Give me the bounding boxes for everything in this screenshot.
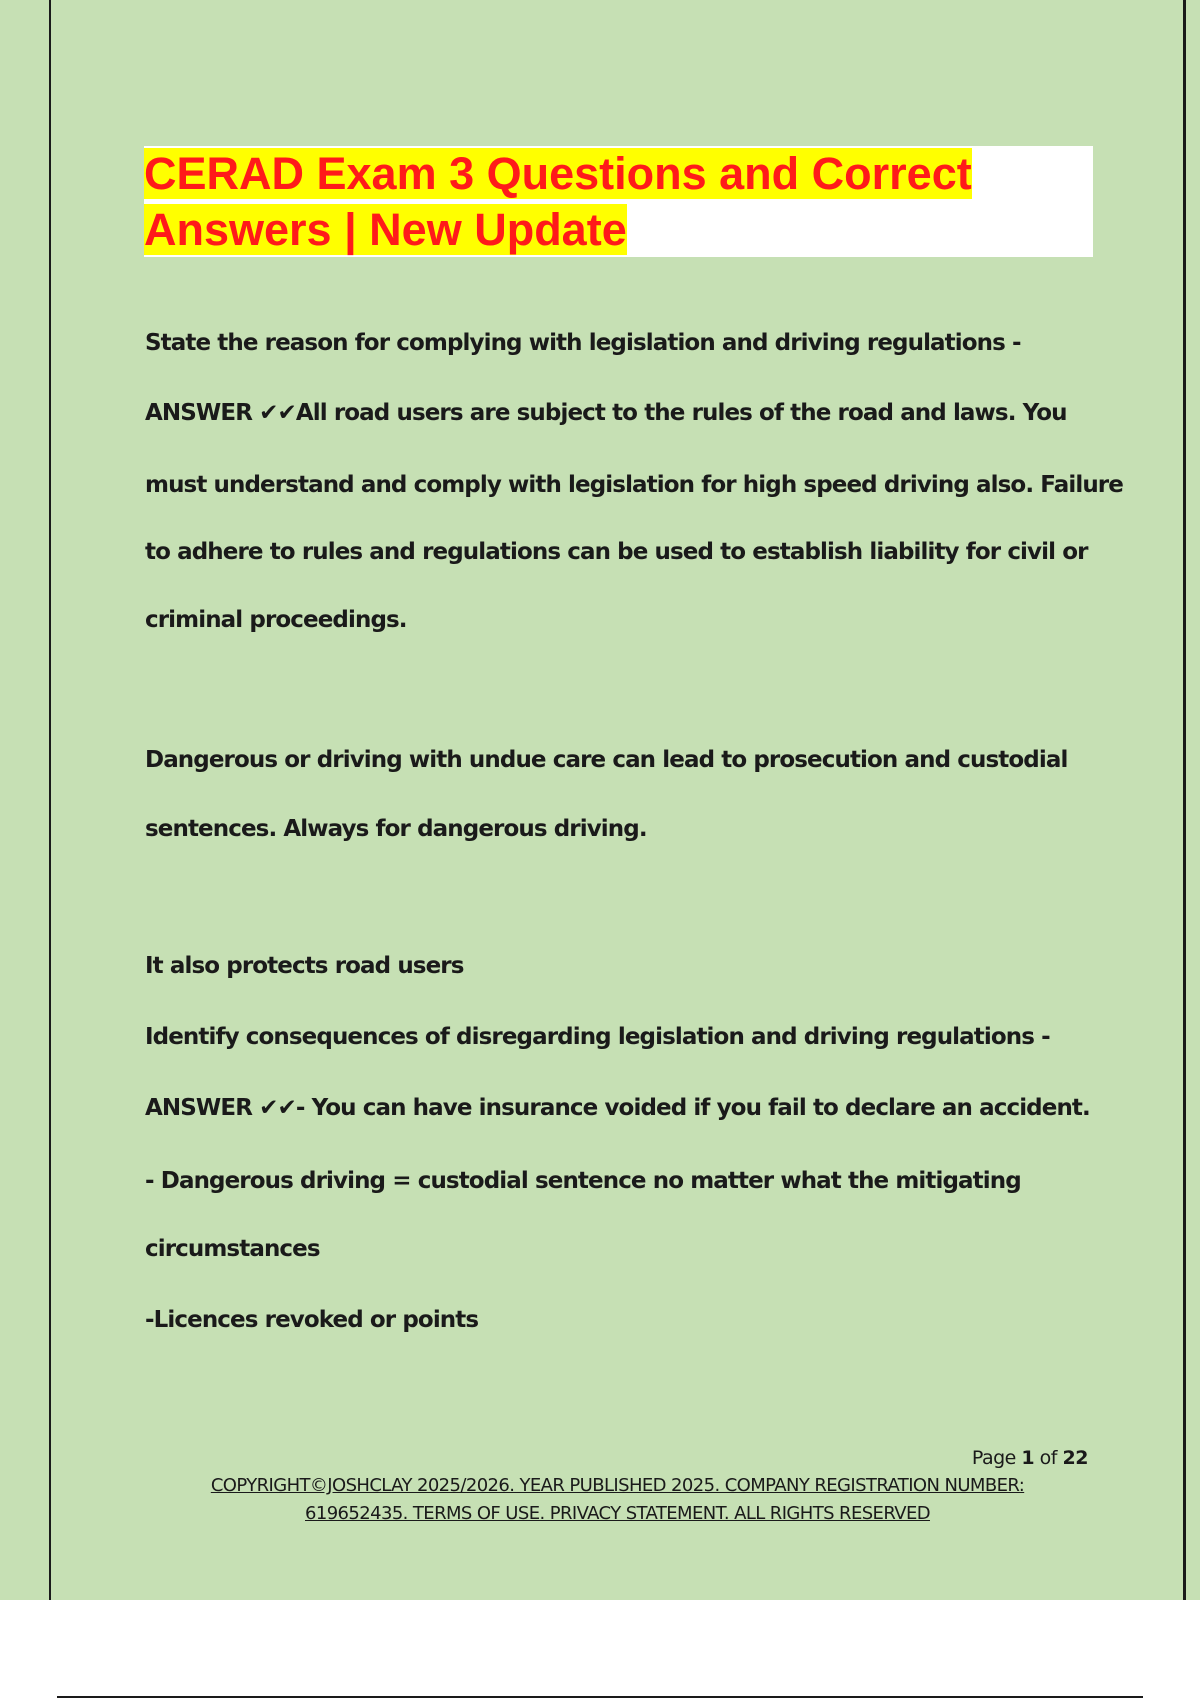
text-line: ANSWER ✔✔All road users are subject to the rules of the road and laws. You — [145, 400, 1067, 426]
text-line: It also protects road users — [145, 953, 464, 979]
text-line: circumstances — [145, 1236, 320, 1262]
text-line: - Dangerous driving = custodial sentence no matter what the mitigating — [145, 1168, 1021, 1194]
right-border-line — [1183, 0, 1186, 1600]
text-line: State the reason for complying with legislation and driving regulations - — [145, 330, 1021, 356]
copyright-footer — [150, 1472, 1085, 1528]
text-line: to adhere to rules and regulations can be used to establish liability for civil or — [145, 539, 1088, 565]
page-total: 22 — [1062, 1447, 1088, 1469]
text-line: sentences. Always for dangerous driving. — [145, 816, 647, 842]
text-line: ANSWER ✔✔- You can have insurance voided if you fail to declare an accident. — [145, 1095, 1090, 1121]
page-of: of — [1039, 1447, 1057, 1469]
document-body — [145, 318, 1123, 1365]
text-line: Dangerous or driving with undue care can lead to prosecution and custodial — [145, 747, 1068, 773]
page-number — [972, 1447, 1088, 1469]
document-title — [144, 146, 1093, 258]
copyright-line-1: COPYRIGHT©JOSHCLAY 2025/2026. YEAR PUBLISHED 2025. COMPANY REGISTRATION NUMBER: — [210, 1475, 1025, 1496]
paragraph-3 — [145, 941, 1095, 1365]
left-border-line — [49, 0, 51, 1600]
paragraph-2 — [145, 735, 1095, 941]
text-line: must understand and comply with legislation for high speed driving also. Failure — [145, 472, 1123, 498]
paragraph-1 — [145, 318, 1123, 735]
title-line-2: Answers | New Update — [144, 204, 627, 255]
title-block — [144, 146, 1093, 257]
page-current: 1 — [1021, 1447, 1035, 1469]
title-line-1: CERAD Exam 3 Questions and Correct — [144, 148, 972, 199]
bottom-border-line — [57, 1696, 1143, 1698]
text-line: criminal proceedings. — [145, 607, 407, 633]
copyright-line-2: 619652435. TERMS OF USE. PRIVACY STATEMENT. ALL RIGHTS RESERVED — [305, 1503, 930, 1524]
text-line: -Licences revoked or points — [145, 1307, 479, 1333]
page-label: Page — [971, 1447, 1016, 1469]
text-line: Identify consequences of disregarding legislation and driving regulations - — [145, 1024, 1050, 1050]
